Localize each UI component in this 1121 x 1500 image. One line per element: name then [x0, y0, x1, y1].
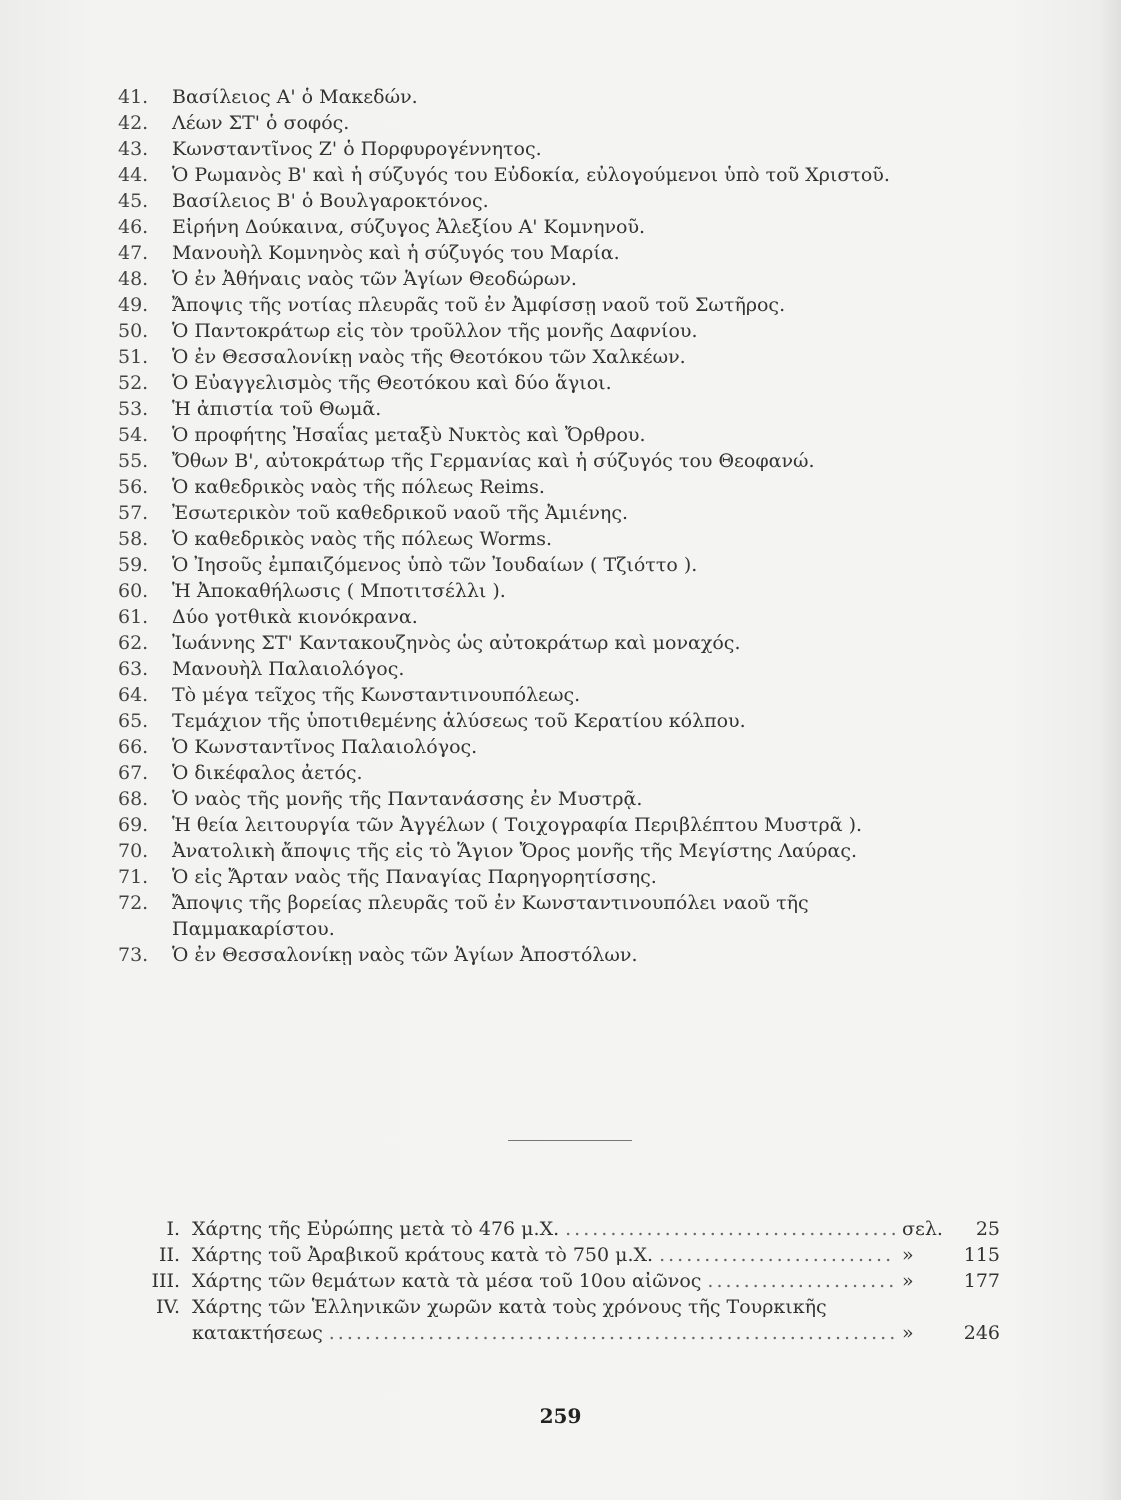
plate-title: Τὸ μέγα τεῖχος τῆς Κωνσταντινουπόλεως.	[172, 684, 581, 706]
plate-entry-46	[118, 214, 1018, 240]
plate-entry-65	[118, 708, 1018, 734]
plate-title: Δύο γοτθικὰ κιονόκρανα.	[172, 606, 418, 628]
map-entry-iii	[150, 1268, 1000, 1294]
plate-number: 70.	[118, 840, 149, 862]
plate-entry-71	[118, 864, 1018, 890]
plate-title: Ὁ Παντοκράτωρ εἰς τὸν τροῦλλον τῆς μονῆς Δαφνίου.	[172, 320, 698, 342]
plate-number: 60.	[118, 580, 149, 602]
plate-title: Μανουὴλ Παλαιολόγος.	[172, 658, 405, 680]
plate-number: 71.	[118, 866, 149, 888]
plate-title: Ὁ ἐν Θεσσαλονίκῃ ναὸς τῆς Θεοτόκου τῶν Χαλκέων.	[172, 346, 686, 368]
map-entry-second-line	[150, 1320, 1000, 1346]
plate-entry-50	[118, 318, 1018, 344]
plate-number: 68.	[118, 788, 149, 810]
plates-list	[118, 84, 1018, 968]
map-entry-i	[150, 1216, 1000, 1242]
plate-title: Λέων ΣΤ' ὁ σοφός.	[172, 112, 350, 134]
plate-number: 46.	[118, 216, 149, 238]
plate-entry-62	[118, 630, 1018, 656]
map-page-number: 25	[975, 1218, 1000, 1240]
map-title: Χάρτης τῶν Ἑλληνικῶν χωρῶν κατὰ τοὺς χρόνους τῆς Τουρκικῆς	[192, 1296, 827, 1318]
plate-number: 45.	[118, 190, 149, 212]
plate-entry-55	[118, 448, 1018, 474]
plate-title: Βασίλειος Α' ὁ Μακεδών.	[172, 86, 418, 108]
dot-leader	[659, 1242, 896, 1268]
plate-entry-60	[118, 578, 1018, 604]
plate-number: 73.	[118, 944, 149, 966]
plate-title: Ἰωάννης ΣΤ' Καντακουζηνὸς ὡς αὐτοκράτωρ καὶ μοναχός.	[172, 632, 741, 654]
plate-entry-64	[118, 682, 1018, 708]
plate-number: 51.	[118, 346, 149, 368]
plate-entry-61	[118, 604, 1018, 630]
plate-title: Ὄθων Β', αὐτοκράτωρ τῆς Γερμανίας καὶ ἡ σύζυγός του Θεοφανώ.	[172, 450, 815, 472]
section-divider	[508, 1140, 632, 1141]
maps-list	[150, 1216, 1000, 1346]
plate-entry-53	[118, 396, 1018, 422]
plate-entry-66	[118, 734, 1018, 760]
plate-entry-69	[118, 812, 1018, 838]
plate-title: Ὁ Εὐαγγελισμὸς τῆς Θεοτόκου καὶ δύο ἅγιοι.	[172, 372, 612, 394]
plate-title: Ὁ ναὸς τῆς μονῆς τῆς Παντανάσσης ἐν Μυστρᾷ.	[172, 788, 643, 810]
plate-entry-68	[118, 786, 1018, 812]
plate-entry-52	[118, 370, 1018, 396]
map-roman-numeral: II.	[158, 1244, 180, 1266]
plate-number: 65.	[118, 710, 149, 732]
plate-title: Ἐσωτερικὸν τοῦ καθεδρικοῦ ναοῦ τῆς Ἀμιένης.	[172, 502, 628, 524]
plate-number: 42.	[118, 112, 149, 134]
plate-entry-44	[118, 162, 1018, 188]
plate-title: Τεμάχιον τῆς ὑποτιθεμένης ἁλύσεως τοῦ Κερατίου κόλπου.	[172, 710, 746, 732]
plate-entry-51	[118, 344, 1018, 370]
plate-title: Κωνσταντῖνος Ζ' ὁ Πορφυρογέννητος.	[172, 138, 542, 160]
map-roman-numeral: I.	[166, 1218, 180, 1240]
plate-number: 64.	[118, 684, 149, 706]
map-title: Χάρτης τοῦ Ἀραβικοῦ κράτους κατὰ τὸ 750 μ.Χ.	[192, 1244, 654, 1266]
plate-title: Ὁ ἐν Ἀθήναις ναὸς τῶν Ἁγίων Θεοδώρων.	[172, 268, 577, 290]
plate-number: 48.	[118, 268, 149, 290]
plate-title: Ὁ εἰς Ἄρταν ναὸς τῆς Παναγίας Παρηγορητίσσης.	[172, 866, 657, 888]
map-roman-numeral: III.	[151, 1270, 180, 1292]
plate-entry-67	[118, 760, 1018, 786]
plate-number: 61.	[118, 606, 149, 628]
dot-leader	[329, 1320, 896, 1346]
map-entry-iv	[150, 1294, 1000, 1346]
page-edge-shadow	[1099, 0, 1121, 1500]
plate-entry-48	[118, 266, 1018, 292]
plate-entry-58	[118, 526, 1018, 552]
plate-number: 44.	[118, 164, 149, 186]
plate-title: Ἄποψις τῆς βορείας πλευρᾶς τοῦ ἐν Κωνσταντινουπόλει ναοῦ τῆς Παμμακαρίστου.	[172, 892, 809, 940]
plate-title: Ὁ δικέφαλος ἀετός.	[172, 762, 363, 784]
plate-entry-41	[118, 84, 1018, 110]
plate-title: Ὁ Κωνσταντῖνος Παλαιολόγος.	[172, 736, 478, 758]
plate-number: 49.	[118, 294, 149, 316]
plate-title: Ἄποψις τῆς νοτίας πλευρᾶς τοῦ ἐν Ἀμφίσσῃ ναοῦ τοῦ Σωτῆρος.	[172, 294, 786, 316]
plate-title: Εἰρήνη Δούκαινα, σύζυγος Ἀλεξίου Α' Κομνηνοῦ.	[172, 216, 646, 238]
ditto-mark: »	[902, 1270, 914, 1292]
plate-number: 63.	[118, 658, 149, 680]
plate-number: 43.	[118, 138, 149, 160]
page-abbreviation: σελ.	[902, 1218, 943, 1240]
map-page-number: 246	[963, 1322, 1000, 1344]
map-page-number: 177	[963, 1270, 1000, 1292]
ditto-mark: »	[902, 1244, 914, 1266]
plate-title: Ὁ Ἰησοῦς ἐμπαιζόμενος ὑπὸ τῶν Ἰουδαίων ( Τζιόττο ).	[172, 554, 698, 576]
plate-number: 41.	[118, 86, 149, 108]
map-title-continuation: κατακτήσεως	[192, 1322, 323, 1344]
plate-number: 58.	[118, 528, 149, 550]
plate-number: 56.	[118, 476, 149, 498]
plate-entry-54	[118, 422, 1018, 448]
plate-number: 66.	[118, 736, 149, 758]
plate-entry-63	[118, 656, 1018, 682]
plate-entry-49	[118, 292, 1018, 318]
plate-number: 53.	[118, 398, 149, 420]
plate-title: Ὁ καθεδρικὸς ναὸς τῆς πόλεως Reims.	[172, 476, 545, 498]
map-roman-numeral: IV.	[156, 1296, 180, 1318]
dot-leader	[565, 1216, 896, 1242]
plate-title: Ὁ καθεδρικὸς ναὸς τῆς πόλεως Worms.	[172, 528, 553, 550]
plate-number: 72.	[118, 892, 149, 914]
plate-entry-47	[118, 240, 1018, 266]
plate-title: Ὁ ἐν Θεσσαλονίκῃ ναὸς τῶν Ἁγίων Ἀποστόλων.	[172, 944, 638, 966]
plate-entry-57	[118, 500, 1018, 526]
page-number: 259	[539, 1404, 582, 1428]
map-title: Χάρτης τῆς Εὐρώπης μετὰ τὸ 476 μ.Χ.	[192, 1218, 560, 1240]
map-entry-ii	[150, 1242, 1000, 1268]
plate-title: Ἡ Ἀποκαθήλωσις ( Μποτιτσέλλι ).	[172, 580, 506, 602]
plate-title: Ἡ ἀπιστία τοῦ Θωμᾶ.	[172, 398, 382, 420]
plate-title: Ὁ Ρωμανὸς Β' καὶ ἡ σύζυγός του Εὐδοκία, εὐλογούμενοι ὑπὸ τοῦ Χριστοῦ.	[172, 164, 890, 186]
map-entry-first-line	[150, 1294, 1000, 1320]
plate-number: 47.	[118, 242, 149, 264]
plate-title: Μανουὴλ Κομνηνὸς καὶ ἡ σύζυγός του Μαρία.	[172, 242, 620, 264]
plate-number: 54.	[118, 424, 149, 446]
map-page-number: 115	[963, 1244, 1000, 1266]
map-title: Χάρτης τῶν θεμάτων κατὰ τὰ μέσα τοῦ 10ου αἰῶνος	[192, 1270, 702, 1292]
plate-entry-70	[118, 838, 1018, 864]
plate-number: 67.	[118, 762, 149, 784]
plate-entry-42	[118, 110, 1018, 136]
plate-entry-59	[118, 552, 1018, 578]
plate-title: Ὁ προφήτης Ἠσαΐας μεταξὺ Νυκτὸς καὶ Ὄρθρου.	[172, 424, 646, 446]
plate-number: 62.	[118, 632, 149, 654]
ditto-mark: »	[902, 1322, 914, 1344]
plate-title: Βασίλειος Β' ὁ Βουλγαροκτόνος.	[172, 190, 489, 212]
plate-title: Ἡ θεία λειτουργία τῶν Ἀγγέλων ( Τοιχογραφία Περιβλέπτου Μυστρᾶ ).	[172, 814, 863, 836]
plate-title: Ἀνατολικὴ ἄποψις τῆς εἰς τὸ Ἅγιον Ὄρος μονῆς τῆς Μεγίστης Λαύρας.	[172, 840, 858, 862]
plate-entry-45	[118, 188, 1018, 214]
plate-entry-72	[118, 890, 1018, 942]
plate-entry-43	[118, 136, 1018, 162]
plate-entry-73	[118, 942, 1018, 968]
plate-number: 57.	[118, 502, 149, 524]
plate-entry-56	[118, 474, 1018, 500]
plate-number: 50.	[118, 320, 149, 342]
plate-number: 55.	[118, 450, 149, 472]
dot-leader	[707, 1268, 896, 1294]
plate-number: 59.	[118, 554, 149, 576]
plate-number: 69.	[118, 814, 149, 836]
plate-number: 52.	[118, 372, 149, 394]
